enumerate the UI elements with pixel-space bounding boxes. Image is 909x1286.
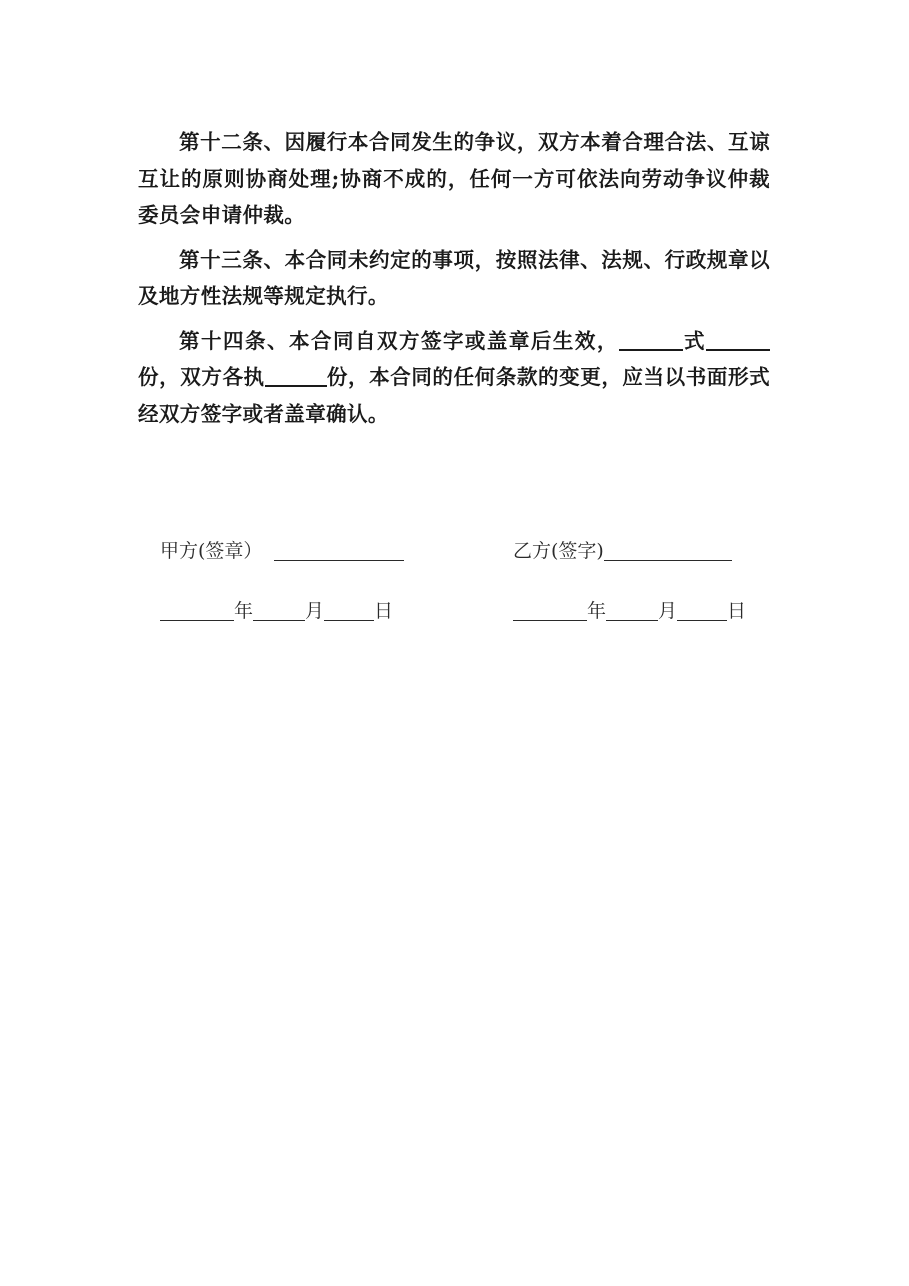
party-a-date (160, 596, 393, 623)
clause-14-text-4: 份，本合同的任何条款的变更，应当以书面形式经双方签字或者盖章确认。 (138, 365, 770, 426)
party-b-year-label: 年 (587, 600, 607, 622)
party-b-day-label: 日 (727, 600, 747, 622)
party-b-day-field[interactable] (677, 602, 727, 621)
clause-14-text-2: 式 (682, 328, 706, 353)
party-a-signature-line (160, 536, 404, 563)
clause-12: 第十二条、因履行本合同发生的争议，双方本着合理合法、互谅互让的原则协商处理;协商不成的，任何一方可依法向劳动争议仲裁委员会申请仲裁。 (138, 130, 770, 227)
copies-count-blank[interactable] (706, 327, 770, 351)
party-a-year-field[interactable] (160, 602, 234, 621)
party-a-year-label: 年 (234, 600, 254, 622)
party-a-signature-field[interactable] (274, 542, 404, 561)
party-b-month-label: 月 (658, 600, 678, 622)
party-b-year-field[interactable] (513, 602, 587, 621)
party-a-label: 甲方(签章） (160, 540, 263, 562)
party-b-month-field[interactable] (606, 602, 658, 621)
copies-total-blank[interactable] (619, 327, 683, 351)
clause-13: 第十三条、本合同未约定的事项，按照法律、法规、行政规章以及地方性法规等规定执行。 (138, 247, 770, 308)
party-a-day-field[interactable] (324, 602, 374, 621)
party-b-signature-field[interactable] (604, 542, 732, 561)
contract-body (138, 124, 770, 440)
party-b-signature-line (513, 536, 732, 563)
copies-each-blank[interactable] (265, 363, 327, 387)
party-a-day-label: 日 (374, 600, 394, 622)
clause-14-text-1: 第十四条、本合同自双方签字或盖章后生效， (179, 328, 619, 353)
party-b-label: 乙方(签字) (513, 540, 604, 562)
party-a-month-label: 月 (305, 600, 325, 622)
party-b-date (513, 596, 746, 623)
clause-14 (138, 323, 770, 433)
party-a-month-field[interactable] (253, 602, 305, 621)
clause-14-text-3: 份，双方各执 (138, 365, 265, 389)
